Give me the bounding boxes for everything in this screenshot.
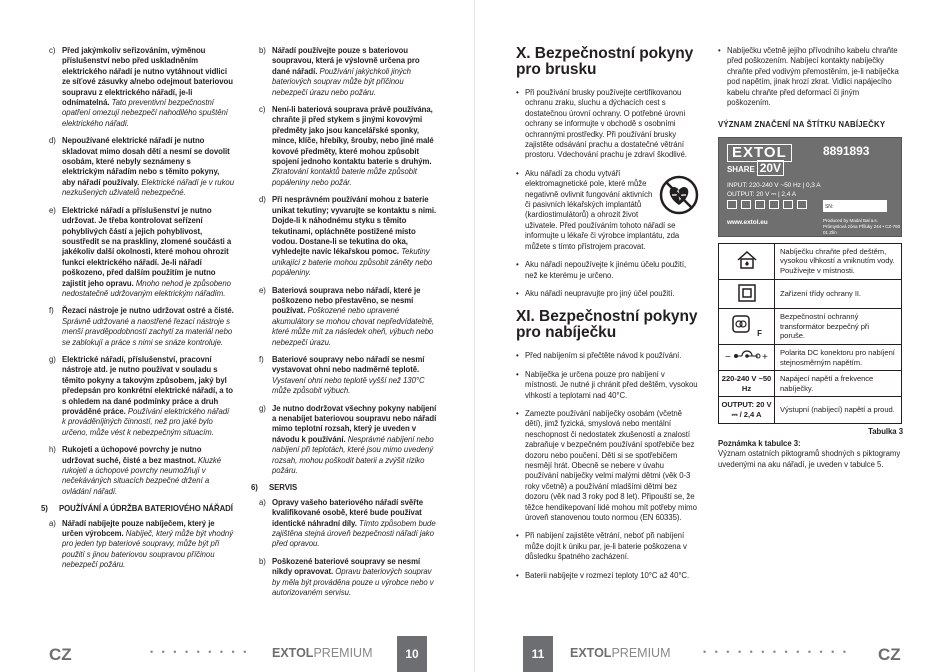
right-column-1 <box>516 46 699 589</box>
table-caption: Tabulka 3 <box>868 426 903 436</box>
bullet-item: • Aku nářadí neupravujte pro jiný účel použití. <box>516 288 675 298</box>
page-number: 10 <box>397 636 427 672</box>
symbol-description: Zařízení třídy ochrany II. <box>775 279 902 309</box>
symbol-row <box>719 309 902 345</box>
symbol-row <box>719 279 902 309</box>
instruction-item: a) Nářadí nabíjejte pouze nabíječem, který je určen výrobcem. Nabíječ, který může být vhodný pro jeden typ bateriové soupravy, může být při použití s jinou bateriovou soupravou příčinou nebezpečí požáru. <box>49 518 234 570</box>
section-x-title: X. Bezpečnostní pokyny pro brusku <box>516 45 694 78</box>
symbol-description: Nabíječku chraňte před deštěm, vysokou vlhkostí a vniknutím vody. Používejte v místnosti. <box>775 243 902 279</box>
label-section-title: VÝZNAM ZNAČENÍ NA ŠTÍTKU NABÍJEČKY <box>718 120 886 130</box>
house-icon <box>719 243 775 279</box>
pacemaker-warning-icon <box>659 175 699 215</box>
right-column-2 <box>718 46 903 470</box>
instruction-item: d) Nepoužívané elektrické nářadí je nutno skladovat mimo dosah dětí a nesmí se dovolit osobám, které nebyly seznámeny s elektrickým nářadím nebo s těmito pokyny, aby nářadí používaly. Elektrické nářadí je v rukou nezkušených uživatelů nebezpečné. <box>49 136 234 198</box>
symbol-row <box>719 243 902 279</box>
class-ii-icon <box>719 279 775 309</box>
bullet-item: • Při nabíjení zajistěte větrání, neboť při nabíjení může dojít k úniku par, je-li baterie poškozena v důsledku špatného zacházení. <box>516 531 687 562</box>
note-text: Význam ostatních piktogramů shodných s piktogramy uvedenými na aku nářadí, je uveden v tabulce 5. <box>718 449 901 469</box>
rating-text: 220-240 V ~50 Hz <box>719 371 775 397</box>
instruction-item: f) Řezací nástroje je nutno udržovat ostré a čisté. Správně udržované a naostřené řezací nástroje s menší pravděpodobností zachytí za materiál nebo se zablokují a práce s nimi se snáze kontroluje. <box>49 306 234 347</box>
section-5-heading: 5) POUŽÍVÁNÍ A ÚDRŽBA BATERIOVÉHO NÁŘADÍ <box>41 504 233 514</box>
page-number: 11 <box>523 636 553 672</box>
instruction-item: b) Poškozené bateriové soupravy se nesmí nikdy opravovat. Opravu bateriových souprav by měla být prováděna pouze u výrobce nebo v autorizovaném servisu. <box>259 556 434 598</box>
section-6-heading: 6) SERVIS <box>251 483 298 493</box>
bullet-item: • Aku nářadí za chodu vytváří elektromagnetické pole, které může negativně ovlivnit fungování aktivních či pasivních lékařských implantátů (kardiostimulátorů) a ohrozit život uživatele. Před používáním tohoto nářadí se informujte u lékaře či výrobce implantátu, zda můžete s tímto přístrojem pracovat. <box>516 169 699 252</box>
instruction-item: e) Elektrické nářadí a příslušenství je nutno udržovat. Je třeba kontrolovat seřízení pohyblivých částí a jejich pohyblivost, soustředit se na praskliny, zlomené součásti a jakékoliv další okolnosti, které mohou ohrozit funkci elektrického nářadí. Je-li nářadí poškozeno, před dalším použitím je nutno zajistit jeho opravu. Mnoho nehod je způsobeno nedostatečně udržovaným elektrickým nářadím. <box>49 205 232 298</box>
instruction-item: h) Rukojeti a úchopové povrchy je nutno udržovat suché, čisté a bez mastnot. Kluzké rukojeti a úchopové povrchy neumožňují v nečekáváných situacích bezpečné držení a ovládání nářadí. <box>49 445 222 496</box>
label-code: 8891893 <box>823 143 870 158</box>
bullet-item: • Nabíječku včetně jejího přívodního kabelu chraňte před poškozením. Nabíjecí kontakty nabíječky chraňte před vodivým přemostěním, je-li nabíječka pod napětím, jinak hrozí zkrat. Vidlici napájecího kabelu chraňte před deformací či jiným poškozením. <box>718 46 899 108</box>
symbol-table <box>718 243 902 424</box>
footer-dots: • • • • • • • • • • • • • <box>703 647 849 657</box>
instruction-item: d) Při nesprávném používání mohou z baterie unikat tekutiny; vyvarujte se kontaktu s nimi. Dojde-li k náhodnému styku s těmito tekutinami, opláchněte postižené místo vodou. Dostane-li se tekutina do oka, vyhledejte navíc lékařskou pomoc. Tekutiny unikající z baterie mohou způsobit záněty nebo popáleniny. <box>259 195 437 278</box>
label-brand: EXTOL <box>727 144 792 162</box>
symbol-row <box>719 397 902 423</box>
svg-text:−: − <box>724 352 731 364</box>
instruction-item: f) Bateriové soupravy nebo nářadí se nesmí vystavovat ohni nebo nadměrné teplotě. Vystavení ohni nebo teplotě vyšší než 130°C může způsobit výbuch. <box>259 354 425 396</box>
symbol-description: Bezpečnostní ochranný transformátor bezpečný při poruše. <box>775 309 902 345</box>
instruction-item: b) Nářadí používejte pouze s bateriovou soupravou, která je výslovně určena pro dané nářadí. Používání jakýchkoli jiných bateriových souprav může být příčinou nebezpečí úrazu nebo požáru. <box>259 46 420 97</box>
right-page <box>475 0 950 672</box>
footer-brand: EXTOLPREMIUM <box>570 646 671 660</box>
label-share: SHARE 20V <box>727 163 784 175</box>
instruction-item: c) Před jakýmkoliv seřizováním, výměnou příslušenství nebo před uskladněním elektrického nářadí je nutno vytáhnout vidlici ze síťové zásuvky a/nebo odejmout bateriovou soupravu z elektrického nářadí, je-li odnímatelná. Tato preventivní bezpečnostní opatření omezují nebezpečí nahodilého spuštění elektrického nářadí. <box>49 46 233 128</box>
symbol-description: Napájecí napětí a frekvence nabíječky. <box>775 371 902 397</box>
instruction-item: g) Je nutno dodržovat všechny pokyny nabíjení a nenabíjet bateriovou soupravu nebo nářadí mimo teplotní rozsah, který je uveden v návodu k používání. Nesprávné nabíjení nebo nabíjení při teplotách, které jsou mimo uvedený rozsah, mohou poškodit baterii a zvýšit riziko požáru. <box>259 403 437 476</box>
instruction-item: g) Elektrické nářadí, příslušenství, pracovní nástroje atd. je nutno používat v souladu s těmito pokyny a takovým způsobem, jaký byl předepsán pro konkrétní elektrické nářadí, a to s ohledem na dané podmínky práce a druh prováděné práce. Používání elektrického nářadí k prováděníjiných činností, než pro jaké bylo určeno, může vést k nebezpečným situacím. <box>49 354 233 437</box>
rating-text: OUTPUT: 20 V ⎓ / 2,4 A <box>719 397 775 423</box>
label-output: OUTPUT: 20 V ⎓ | 2,4 A <box>727 190 796 198</box>
label-serial: SN: <box>823 200 887 212</box>
charger-rating-label <box>718 137 902 237</box>
note-title: Poznámka k tabulce 3: <box>718 438 801 448</box>
safety-transformer-icon: F <box>719 309 775 345</box>
bullet-item: • Zamezte používání nabíječky osobám (včetně dětí), jimž fyzická, smyslová nebo mentální neschopnost či nedostatek zkušeností a znalostí zabraňuje v bezpečném používání spotřebiče bez dozoru nebo poučení. Děti si se spotřebičem nesmějí hrát. Obecně se nebere v úvahu používání nabíječky velmi malými dětmi (věk 0-3 roky včetně) a používání mladšími dětmi bez dozoru (věk nad 3 roky pod 8 let). Připouští se, že těžce hendikepovaní lidé mohou mít potřeby mimo úroveň stanovenou touto normou (EN 60335). <box>516 408 697 522</box>
country-code: CZ <box>49 645 72 664</box>
bullet-item: • Před nabíjením si přečtěte návod k používání. <box>516 351 682 361</box>
label-input: INPUT: 220-240 V ~50 Hz | 0,3 A <box>727 181 821 189</box>
label-producer: Produced by Madal Bal a.s. Průmyslová zóna Příluky 244 • CZ-760 01 Zlín <box>823 217 901 235</box>
label-www: www.extol.eu <box>727 218 768 226</box>
bullet-item: • Nabíječka je určena pouze pro nabíjení v místnosti. Je nutné ji chránit před deštěm, vysokou vlhkostí a teplotami nad 40°C. <box>516 369 698 400</box>
svg-text:+: + <box>761 352 768 364</box>
section-xi-title: XI. Bezpečnostní pokyny pro nabíječku <box>516 308 698 342</box>
footer-brand: EXTOLPREMIUM <box>272 646 373 660</box>
instruction-item: e) Bateriová souprava nebo nářadí, které je poškozeno nebo přestavěno, se nesmí používat. Poškozené nebo upravené akumulátory se mohou chovat nepředvídatelně, které může mít za následek oheň, výbuch nebo nebezpečí úrazu. <box>259 285 435 347</box>
symbol-description: Polarita DC konektoru pro nabíjení stejnosměrným napětím. <box>775 345 902 371</box>
left-column-2 <box>251 46 439 606</box>
symbol-row <box>719 345 902 371</box>
bullet-item: • Baterii nabíjejte v rozmezí teploty 10°C až 40°C. <box>516 570 690 580</box>
symbol-description: Výstupní (nabíjecí) napětí a proud. <box>775 397 902 423</box>
instruction-item: a) Opravy vašeho bateriového nářadí svěřte kvalifikované osobě, které bude používat identické náhradní díly. Tímto způsobem bude zajištěna stejná úroveň bezpečnosti nářadí jako před opravou. <box>259 497 436 549</box>
symbol-row <box>719 371 902 397</box>
country-code: CZ <box>878 645 901 664</box>
polarity-icon <box>719 345 775 371</box>
bullet-item: • Aku nářadí nepoužívejte k jinému účelu použití, než ke kterému je určeno. <box>516 260 687 280</box>
bullet-item: • Při používání brusky používejte certifikovanou ochranu zraku, sluchu a dýchacích cest s dostatečnou úrovní ochrany. O potřebné úrovni ochrany se informujte v obchodě s osobními ochrannými prostředky. Při používání brusky zajistěte odsávání prachu a dostatečné větrání prostoru. Vdechování prachu je zdraví škodlivé. <box>516 88 687 160</box>
right-footer <box>475 636 950 672</box>
instruction-item: c) Není-li bateriová souprava právě používána, chraňte ji před stykem s jinými kovovými předměty jako jsou kancelářské sponky, mince, klíče, hřebíky, šrouby, nebo jiné malé kovové předměty, které mohou způsobit spojení jednoho kontaktu baterie s druhým. Zkratování kontaktů baterie může způsobit popáleniny nebo požár. <box>259 105 434 187</box>
footer-dots: • • • • • • • • • <box>150 647 250 657</box>
left-column-1 <box>41 46 234 578</box>
left-footer <box>0 636 475 672</box>
